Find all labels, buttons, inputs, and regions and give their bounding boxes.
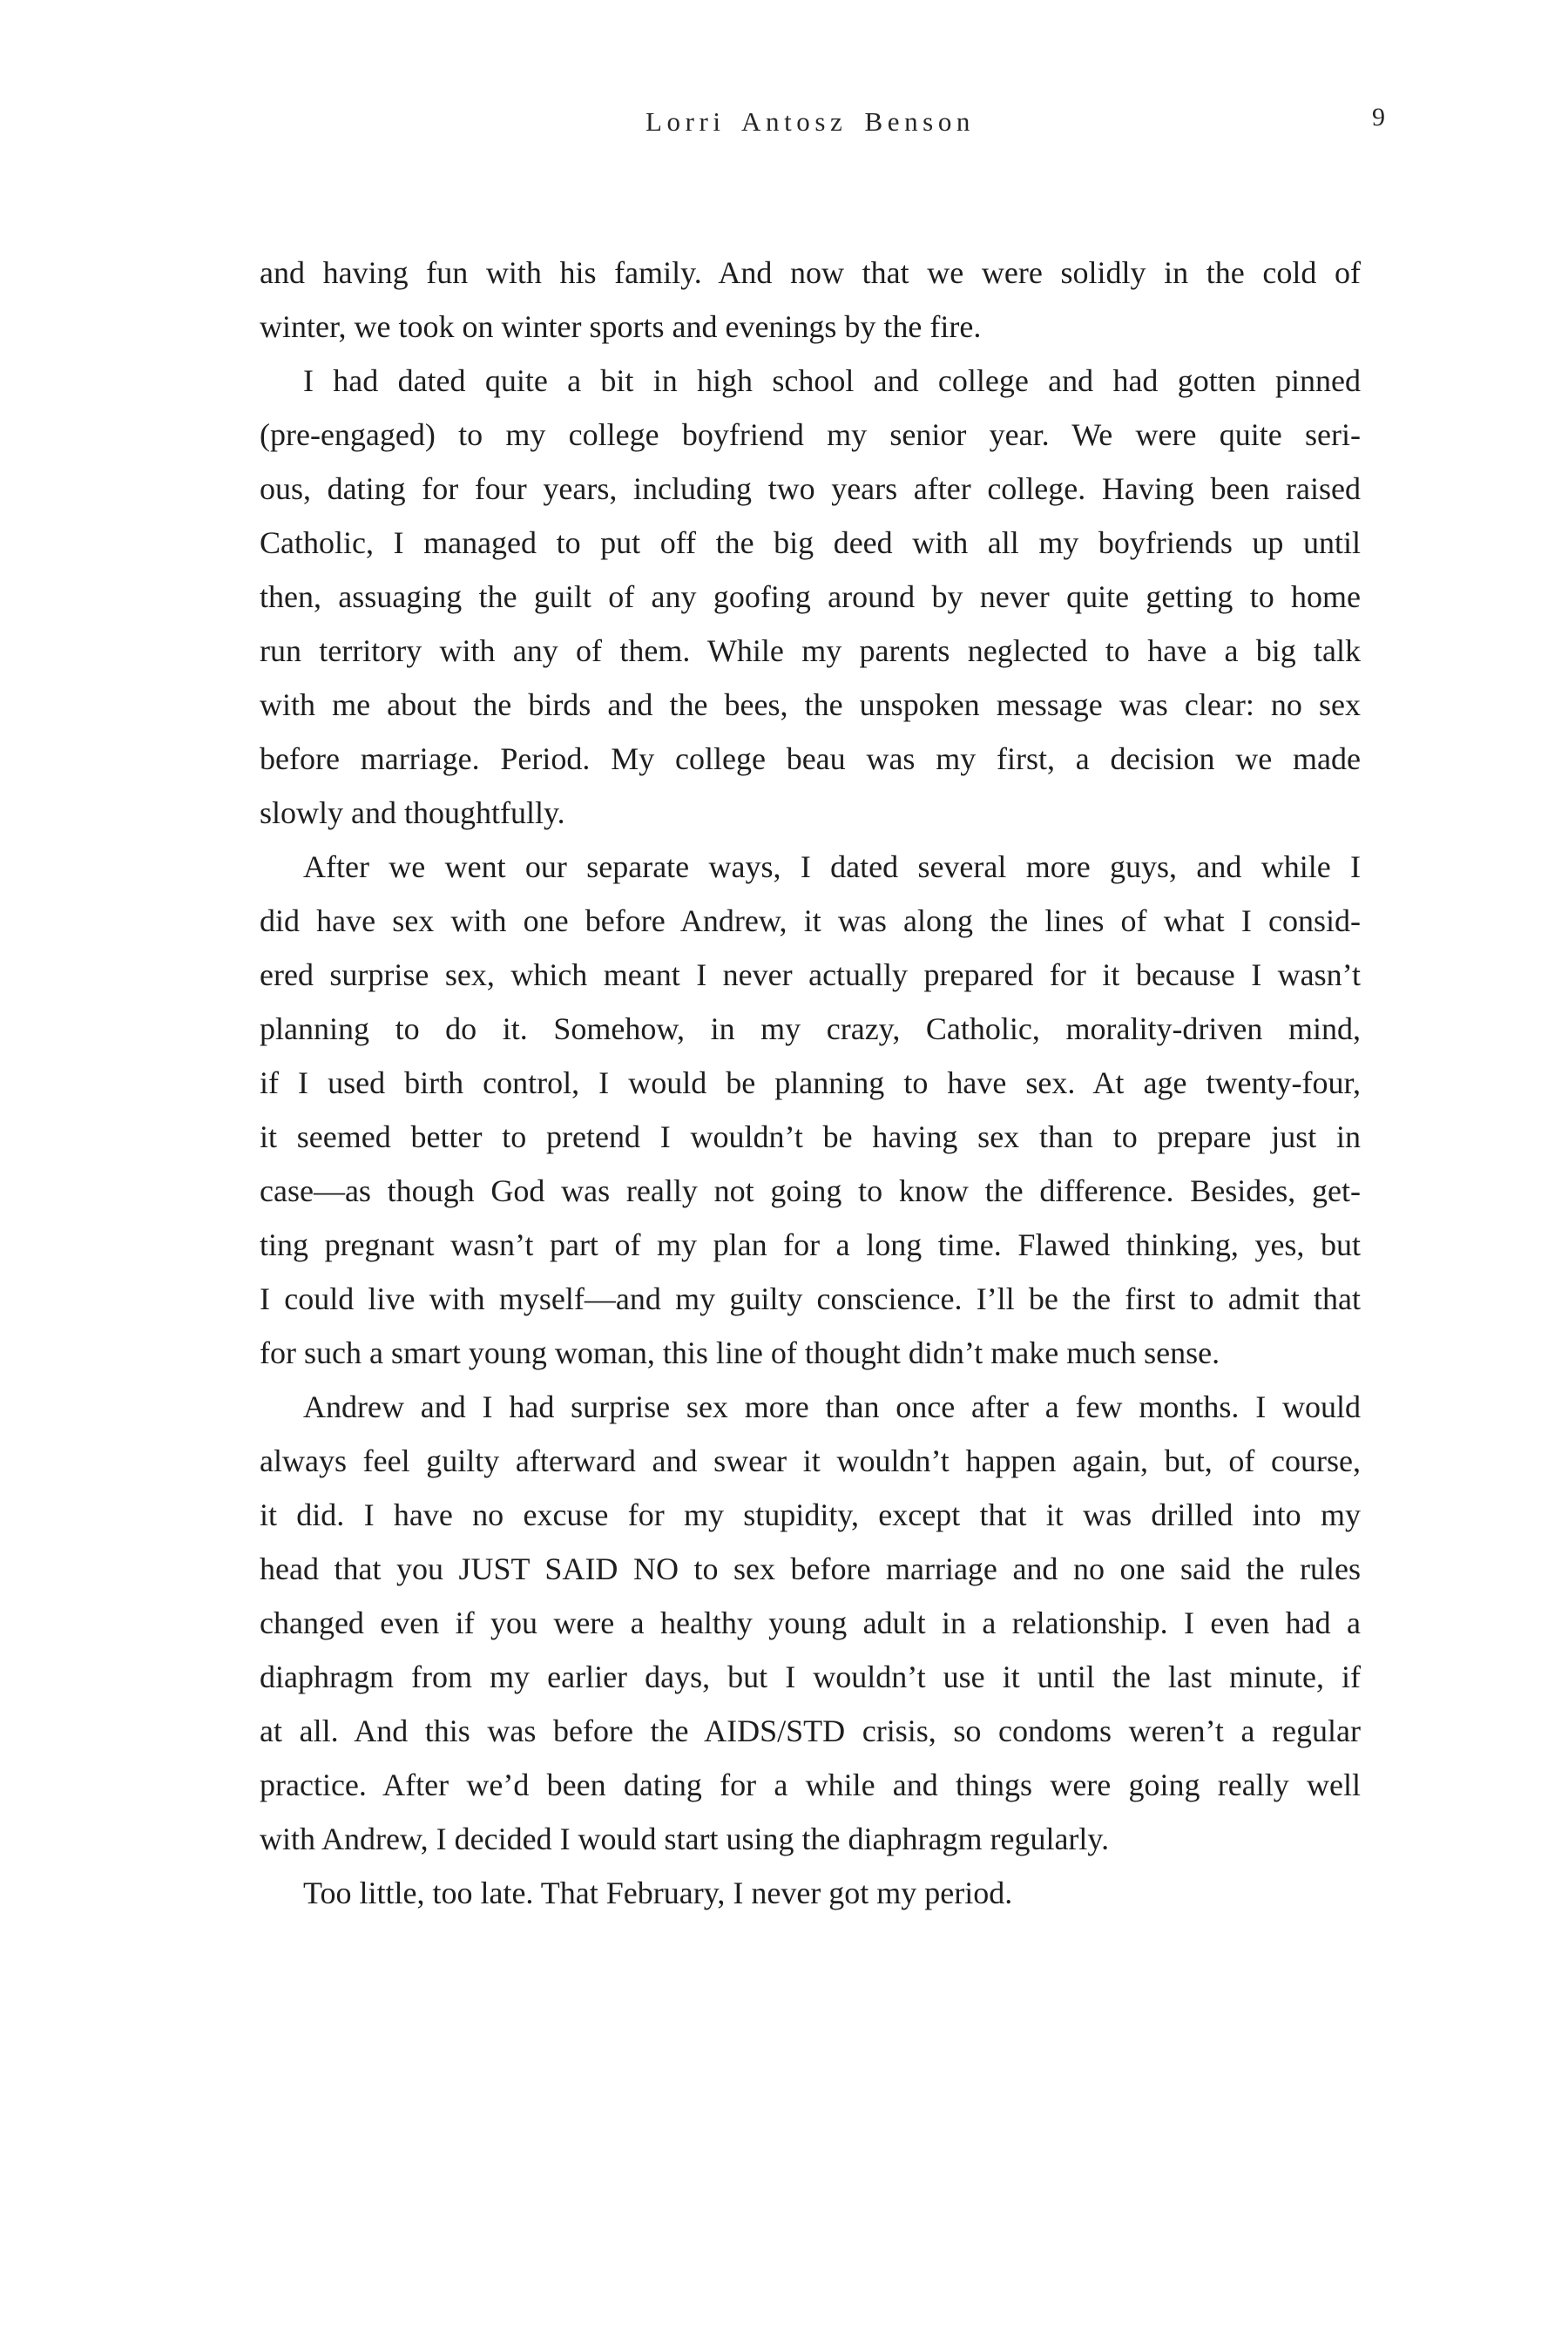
text-line: Too little, too late. That February, I never got my period. — [303, 1876, 1013, 1910]
text-line: run territory with any of them. While my parents neglected to have a big talk — [260, 633, 1361, 668]
text-line: changed even if you were a healthy young adult in a relationship. I even had a — [260, 1605, 1361, 1640]
paragraph — [260, 840, 1361, 1380]
text-line: always feel guilty afterward and swear it wouldn’t happen again, but, of course, — [260, 1443, 1361, 1478]
page-header — [260, 103, 1385, 138]
text-line: then, assuaging the guilt of any goofing around by never quite getting to home — [260, 579, 1361, 614]
text-line: it did. I have no excuse for my stupidity, except that it was drilled into my — [260, 1497, 1361, 1532]
text-line: with me about the birds and the bees, the unspoken message was clear: no sex — [260, 687, 1361, 722]
text-line: and having fun with his family. And now that we were solidly in the cold of — [260, 255, 1361, 290]
text-line: if I used birth control, I would be planning to have sex. At age twenty-four, — [260, 1065, 1361, 1100]
text-line: ting pregnant wasn’t part of my plan for a long time. Flawed thinking, yes, but — [260, 1227, 1361, 1262]
text-line: I could live with myself—and my guilty conscience. I’ll be the first to admit that — [260, 1281, 1361, 1316]
text-line: at all. And this was before the AIDS/STD crisis, so condoms weren’t a regular — [260, 1713, 1361, 1748]
paragraph — [260, 1866, 1361, 1920]
text-line: planning to do it. Somehow, in my crazy, Catholic, morality-driven mind, — [260, 1011, 1361, 1046]
text-line: case—as though God was really not going to know the difference. Besides, get- — [260, 1173, 1361, 1208]
page-number: 9 — [1372, 103, 1385, 132]
text-line: head that you JUST SAID NO to sex before marriage and no one said the rules — [260, 1551, 1361, 1586]
text-line: ered surprise sex, which meant I never actually prepared for it because I wasn’t — [260, 957, 1361, 992]
text-line: for such a smart young woman, this line of thought didn’t make much sense. — [260, 1335, 1220, 1370]
paragraph — [260, 246, 1361, 354]
text-line: diaphragm from my earlier days, but I wouldn’t use it until the last minute, if — [260, 1659, 1361, 1694]
text-line: winter, we took on winter sports and evenings by the fire. — [260, 309, 982, 344]
text-line: (pre-engaged) to my college boyfriend my senior year. We were quite seri- — [260, 417, 1361, 452]
text-line: Catholic, I managed to put off the big deed with all my boyfriends up until — [260, 525, 1361, 560]
text-line: with Andrew, I decided I would start using the diaphragm regularly. — [260, 1821, 1110, 1856]
paragraph — [260, 354, 1361, 840]
text-line: slowly and thoughtfully. — [260, 795, 565, 830]
text-line: it seemed better to pretend I wouldn’t be having sex than to prepare just in — [260, 1119, 1361, 1154]
running-title: Lorri Antosz Benson — [645, 106, 975, 137]
text-line: After we went our separate ways, I dated several more guys, and while I — [303, 849, 1361, 884]
text-line: before marriage. Period. My college beau was my first, a decision we made — [260, 741, 1361, 776]
text-line: Andrew and I had surprise sex more than once after a few months. I would — [303, 1389, 1361, 1424]
paragraph — [260, 1380, 1361, 1866]
text-line: ous, dating for four years, including two years after college. Having been raised — [260, 471, 1361, 506]
text-line: I had dated quite a bit in high school and college and had gotten pinned — [303, 363, 1361, 398]
text-line: practice. After we’d been dating for a while and things were going really well — [260, 1767, 1361, 1802]
text-line: did have sex with one before Andrew, it was along the lines of what I consid- — [260, 903, 1361, 938]
page-body — [260, 246, 1361, 1920]
